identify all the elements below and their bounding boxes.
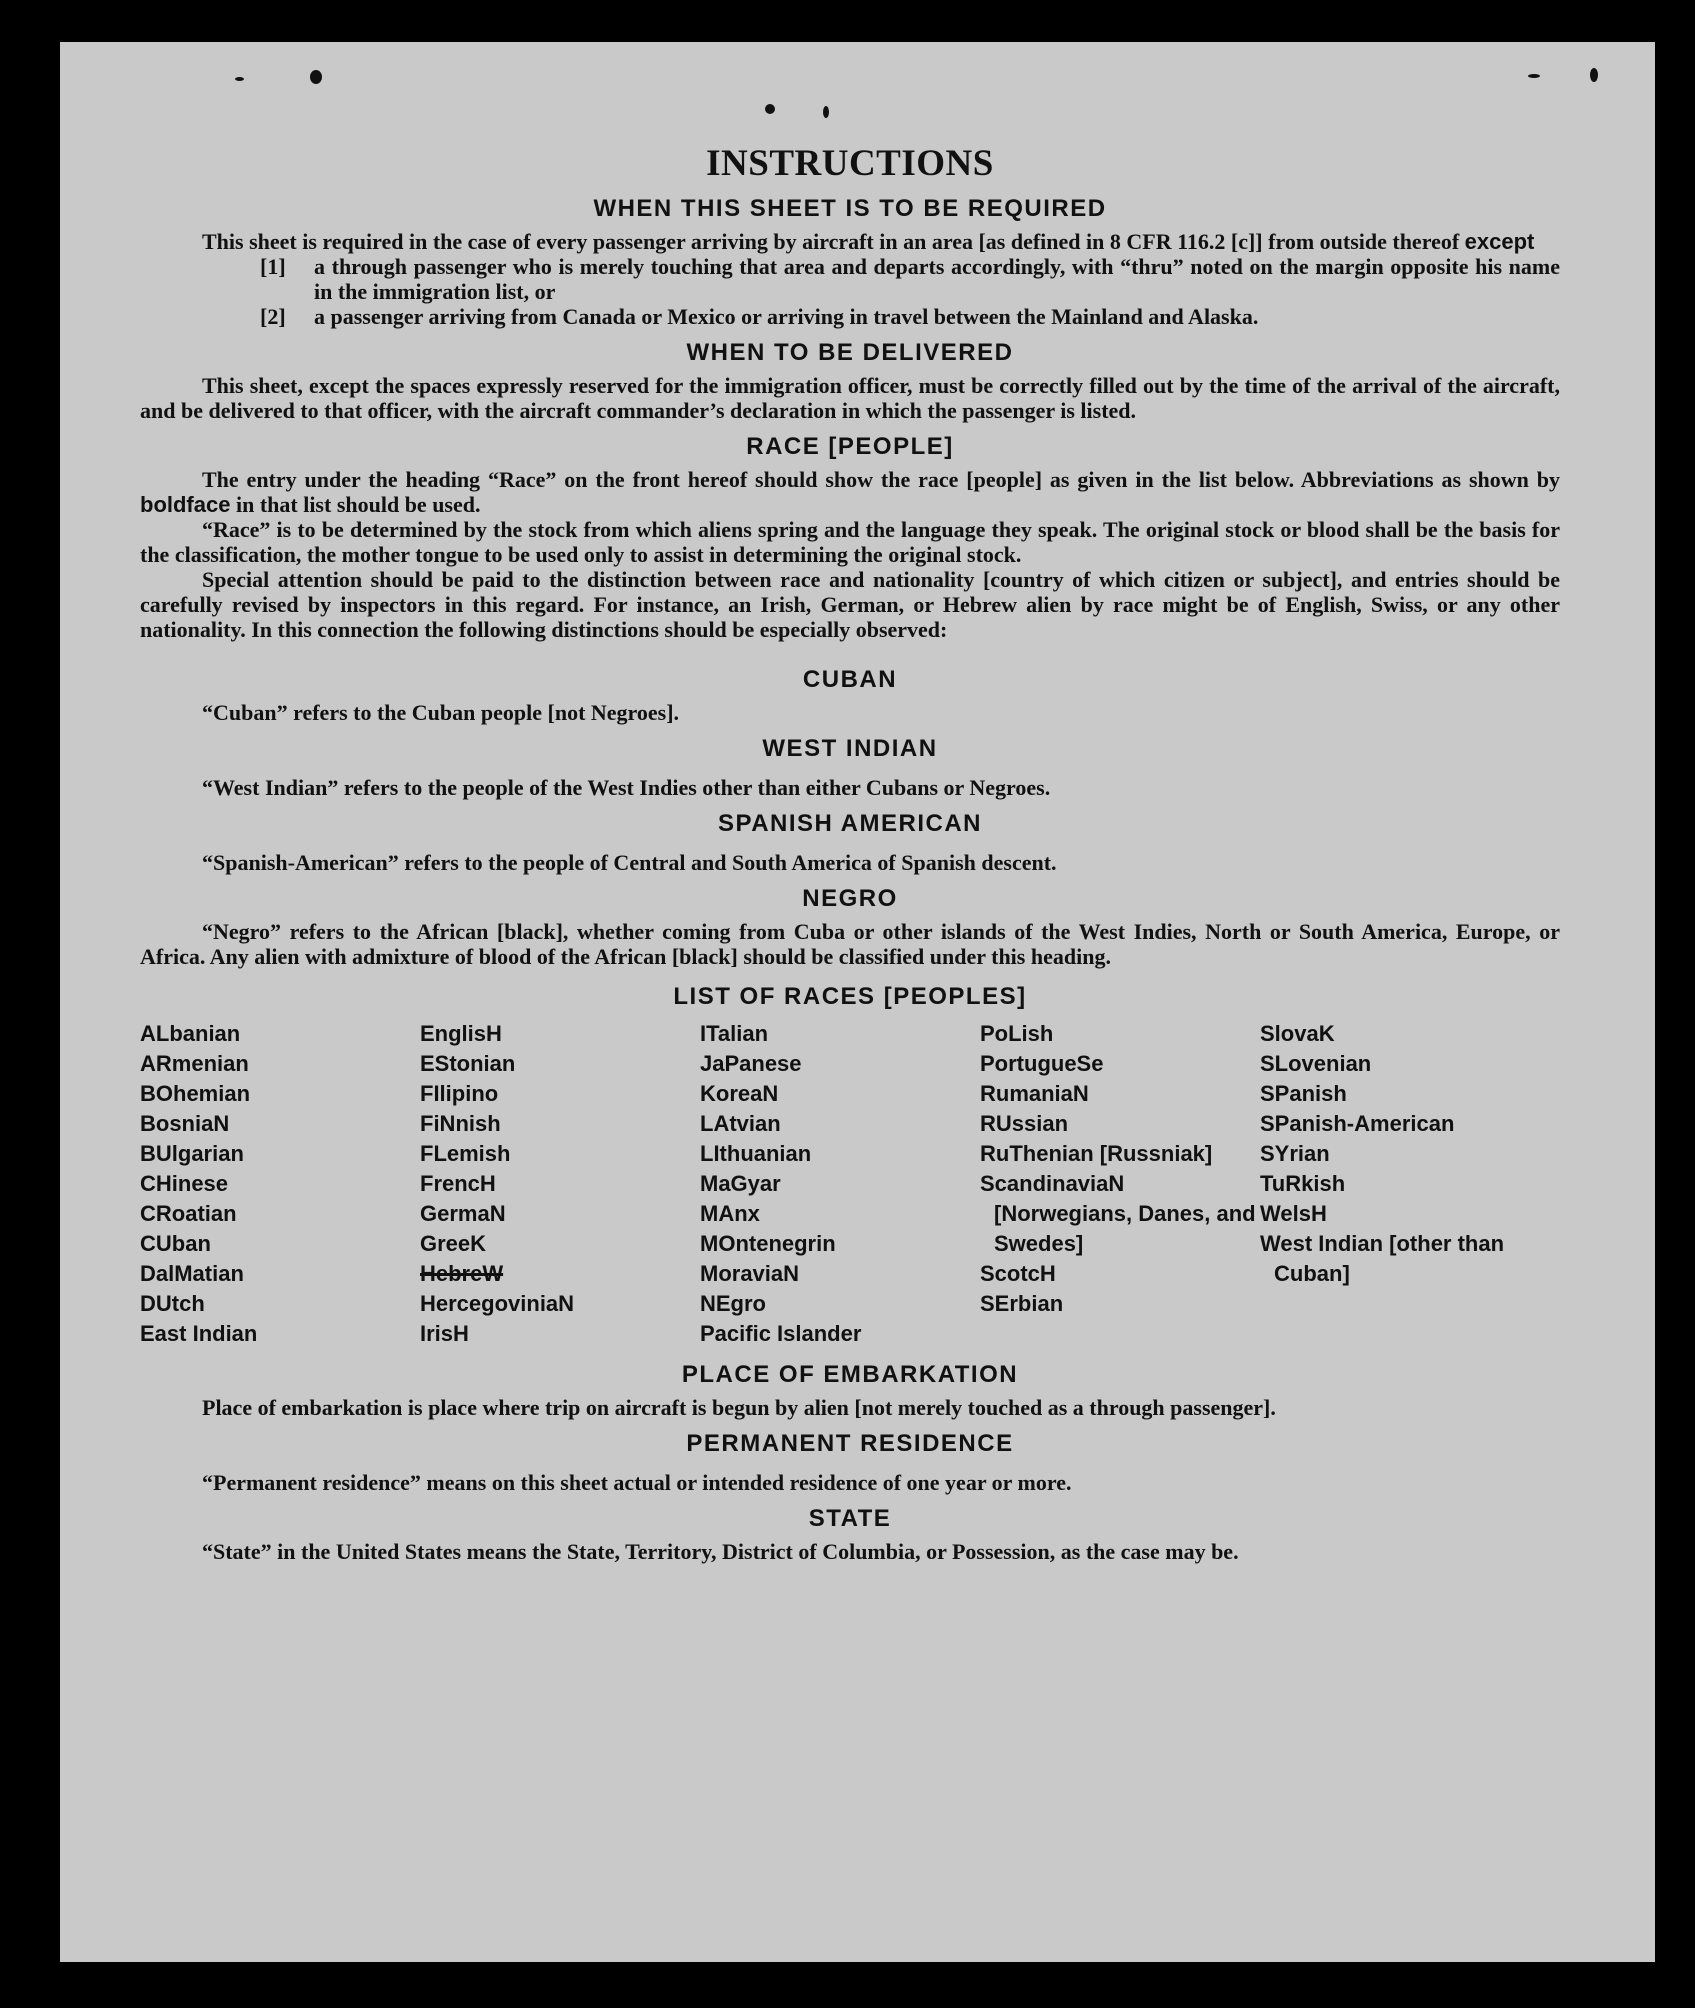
race-item: FIlipino — [420, 1081, 499, 1106]
race-item: CHinese — [140, 1171, 229, 1196]
scan-speck — [235, 77, 244, 81]
race-item: ScandinaviaN [Norwegians, Danes, and Swedes] — [980, 1171, 1256, 1256]
section-heading-list-of-races: LIST OF RACES [PEOPLES] — [673, 983, 1027, 1010]
race-column — [140, 1019, 420, 1349]
permanent-residence-text: “Permanent residence” means on this sheet actual or intended residence of one year or more. — [202, 1470, 1072, 1495]
race-item: BOhemian — [140, 1081, 251, 1106]
race-item: SPanish — [1260, 1081, 1347, 1106]
race-item: RumaniaN — [980, 1081, 1089, 1106]
race-paragraph-1: The entry under the heading “Race” on the front hereof should show the race [people] as given in the list below. Abbreviations as shown by boldface in that list should be used. — [140, 467, 1560, 517]
race-item: LAtvian — [700, 1111, 781, 1136]
race-item: DalMatian — [140, 1261, 244, 1286]
when-required-intro: This sheet is required in the case of every passenger arriving by aircraft in an area [as defined in 8 CFR 116.2 [c]] from outside thereof except — [202, 229, 1535, 254]
cuban-text: “Cuban” refers to the Cuban people [not Negroes]. — [202, 700, 680, 725]
race-item: EStonian — [420, 1051, 516, 1076]
race-item: TuRkish — [1260, 1171, 1346, 1196]
race-item: FLemish — [420, 1141, 511, 1166]
race-column — [1260, 1019, 1540, 1349]
when-delivered-text: This sheet, except the spaces expressly reserved for the immigration officer, must be correctly filled out by the time of the arrival of the aircraft, and be delivered to that officer, with the aircraft commander’s declaration in which the passenger is listed. — [140, 373, 1560, 423]
race-item: BosniaN — [140, 1111, 230, 1136]
race-item: SYrian — [1260, 1141, 1330, 1166]
section-heading-permanent-residence: PERMANENT RESIDENCE — [686, 1430, 1014, 1457]
section-heading-when-required: WHEN THIS SHEET IS TO BE REQUIRED — [593, 195, 1107, 222]
race-item: PortugueSe — [980, 1051, 1104, 1076]
race-item: DUtch — [140, 1291, 205, 1316]
exceptions-list — [140, 254, 1560, 329]
west-indian-text: “West Indian” refers to the people of the West Indies other than either Cubans or Negroes. — [202, 775, 1051, 800]
race-item: SErbian — [980, 1291, 1064, 1316]
race-item: HebreW — [420, 1261, 504, 1286]
section-heading-negro: NEGRO — [802, 885, 898, 912]
instructions-content — [140, 142, 1560, 1564]
race-item: MaGyar — [700, 1171, 781, 1196]
race-item: GermaN — [420, 1201, 506, 1226]
section-heading-state: STATE — [808, 1505, 892, 1532]
race-item: GreeK — [420, 1231, 487, 1256]
race-item: WelsH — [1260, 1201, 1327, 1226]
race-column — [700, 1019, 980, 1349]
scan-speck — [1590, 68, 1598, 82]
race-item: RUssian — [980, 1111, 1069, 1136]
race-item: KoreaN — [700, 1081, 779, 1106]
race-item: ARmenian — [140, 1051, 249, 1076]
race-column — [420, 1019, 700, 1349]
race-item: HercegoviniaN — [420, 1291, 575, 1316]
race-item: LIthuanian — [700, 1141, 812, 1166]
page-title: INSTRUCTIONS — [706, 143, 994, 184]
state-text: “State” in the United States means the State, Territory, District of Columbia, or Possession, as the case may be. — [202, 1539, 1239, 1564]
scan-speck — [1528, 74, 1540, 78]
scan-speck — [823, 106, 829, 118]
race-item: SPanish-American — [1260, 1111, 1455, 1136]
race-list — [140, 1019, 1560, 1349]
section-heading-when-delivered: WHEN TO BE DELIVERED — [686, 339, 1014, 366]
race-item: SLovenian — [1260, 1051, 1372, 1076]
section-heading-west-indian: WEST INDIAN — [762, 735, 938, 762]
section-heading-place-of-embarkation: PLACE OF EMBARKATION — [681, 1361, 1019, 1388]
race-item: RuThenian [Russniak] — [980, 1141, 1213, 1166]
race-item: Pacific Islander — [700, 1321, 862, 1346]
race-item: BUlgarian — [140, 1141, 244, 1166]
race-paragraph-3: Special attention should be paid to the distinction between race and nationality [country of which citizen or subject], and entries should be carefully revised by inspectors in this regard. For instance, an Irish, German, or Hebrew alien by race might be of English, Swiss, or any other nationality. In this connection the following distinctions should be especially observed: — [140, 567, 1560, 642]
race-item: ScotcH — [980, 1261, 1056, 1286]
spanish-american-text: “Spanish-American” refers to the people of Central and South America of Spanish descent. — [202, 850, 1057, 875]
race-item: MOntenegrin — [700, 1231, 836, 1256]
race-item: EnglisH — [420, 1021, 502, 1046]
exception-item: [1] a through passenger who is merely touching that area and departs accordingly, with “thru” noted on the margin opposite his name in the immigration list, or — [260, 254, 1560, 304]
race-item: NEgro — [700, 1291, 766, 1316]
section-heading-cuban: CUBAN — [802, 666, 898, 693]
race-item: MoraviaN — [700, 1261, 800, 1286]
race-item: MAnx — [700, 1201, 760, 1226]
scan-speck — [310, 70, 322, 84]
except-word: except — [1464, 229, 1535, 254]
race-item: SlovaK — [1260, 1021, 1335, 1046]
section-heading-race: RACE [PEOPLE] — [746, 433, 954, 460]
race-column — [980, 1019, 1260, 1349]
race-item: CUban — [140, 1231, 211, 1256]
scan-speck — [765, 104, 775, 114]
race-item: CRoatian — [140, 1201, 237, 1226]
exception-item: [2] a passenger arriving from Canada or Mexico or arriving in travel between the Mainland and Alaska. — [260, 304, 1259, 329]
document-sheet — [60, 42, 1655, 1962]
place-of-embarkation-text: Place of embarkation is place where trip on aircraft is begun by alien [not merely touched as a through passenger]. — [202, 1395, 1276, 1420]
section-heading-spanish-american: SPANISH AMERICAN — [717, 810, 982, 837]
race-item: FrencH — [420, 1171, 496, 1196]
race-item: JaPanese — [700, 1051, 802, 1076]
race-item: West Indian [other than Cuban] — [1260, 1231, 1505, 1286]
race-paragraph-2: “Race” is to be determined by the stock from which aliens spring and the language they speak. The original stock or blood shall be the basis for the classification, the mother tongue to be used only to assist in determining the original stock. — [140, 517, 1560, 567]
race-item: East Indian — [140, 1321, 258, 1346]
negro-text: “Negro” refers to the African [black], whether coming from Cuba or other islands of the West Indies, North or South America, Europe, or Africa. Any alien with admixture of blood of the African [black] should be classified under this heading. — [140, 919, 1560, 969]
race-item: FiNnish — [420, 1111, 501, 1136]
race-item: ITalian — [700, 1021, 769, 1046]
race-item: IrisH — [420, 1321, 469, 1346]
race-item: PoLish — [980, 1021, 1054, 1046]
race-item: ALbanian — [140, 1021, 241, 1046]
